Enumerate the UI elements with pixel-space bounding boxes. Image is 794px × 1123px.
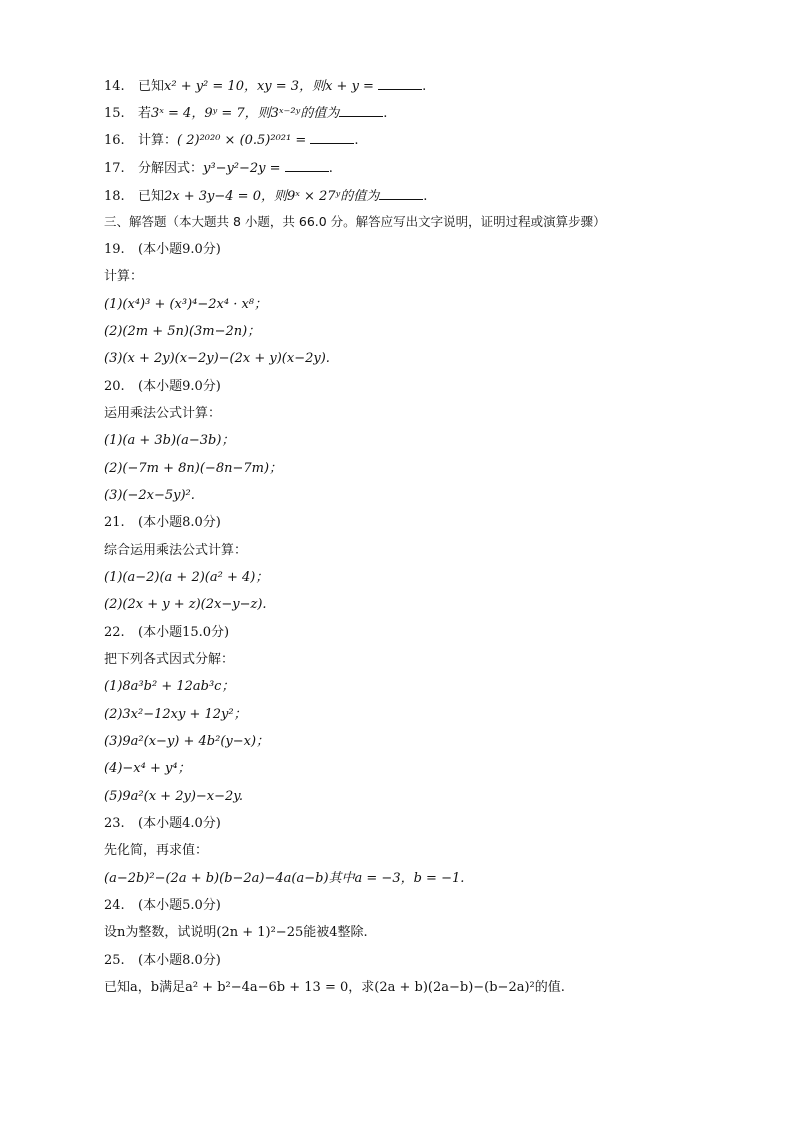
problem-item: (2)(−7m + 8n)(−8n−7m)；: [104, 461, 283, 476]
problem-score: (本小题5.0分): [138, 898, 221, 913]
problem-item: (3)(−2x−5y)².: [104, 488, 195, 503]
problem-score: (本小题4.0分): [138, 816, 221, 831]
problem-number: 22.: [104, 625, 125, 640]
problem-number: 19.: [104, 242, 125, 257]
answer-blank[interactable]: [378, 76, 422, 90]
question-number: 15.: [104, 106, 125, 121]
problem-number: 20.: [104, 379, 125, 394]
question-number: 14.: [104, 79, 125, 94]
question-number: 18.: [104, 189, 125, 204]
problem-item: (2)3x²−12xy + 12y²；: [104, 707, 247, 722]
problem-number: 23.: [104, 816, 125, 831]
question-16: [104, 130, 754, 150]
question-math: 2x + 3y−4 = 0，则9ˣ × 27ʸ的值为: [164, 189, 380, 204]
problem-23-header: [104, 815, 754, 833]
problem-item: (1)(a−2)(a + 2)(a² + 4)；: [104, 570, 269, 585]
problem-item: (3)9a²(x−y) + 4b²(y−x)；: [104, 734, 270, 749]
question-prefix: 若: [138, 106, 152, 121]
problem-prompt: 综合运用乘法公式计算：: [104, 543, 248, 558]
question-number: 16.: [104, 133, 125, 148]
question-math: y³−y²−2y =: [203, 161, 285, 176]
problem-item: (5)9a²(x + 2y)−x−2y.: [104, 789, 244, 804]
question-14: [104, 76, 754, 96]
problem-number: 24.: [104, 898, 125, 913]
question-17: [104, 158, 754, 178]
problem-score: (本小题9.0分): [138, 379, 221, 394]
problem-prompt: 运用乘法公式计算：: [104, 406, 222, 421]
problem-prompt: 设n为整数，试说明(2n + 1)²−25能被4整除.: [104, 925, 368, 940]
problem-item: (4)−x⁴ + y⁴；: [104, 761, 191, 776]
problem-19-header: [104, 241, 754, 259]
problem-score: (本小题8.0分): [138, 953, 221, 968]
problem-prompt: 先化简，再求值：: [104, 843, 209, 858]
problem-21-header: [104, 514, 754, 532]
problem-25-header: [104, 952, 754, 970]
problem-item: (1)(x⁴)³ + (x³)⁴−2x⁴ · x⁸；: [104, 297, 268, 312]
problem-number: 25.: [104, 953, 125, 968]
question-end: .: [423, 189, 428, 204]
question-prefix: 计算：: [138, 133, 178, 148]
problem-item: (3)(x + 2y)(x−2y)−(2x + y)(x−2y).: [104, 351, 330, 366]
answer-blank[interactable]: [379, 186, 423, 200]
answer-blank[interactable]: [310, 130, 354, 144]
question-end: .: [422, 79, 427, 94]
section-heading: 三、解答题（本大题共 8 小题，共 66.0 分。解答应写出文字说明，证明过程或演算步骤）: [104, 214, 606, 229]
question-end: .: [354, 133, 359, 148]
problem-24-header: [104, 897, 754, 915]
problem-20-header: [104, 378, 754, 396]
problem-22-header: [104, 624, 754, 642]
problem-prompt: 把下列各式因式分解：: [104, 652, 235, 667]
question-end: .: [328, 161, 333, 176]
problem-number: 21.: [104, 515, 125, 530]
problem-item: (a−2b)²−(2a + b)(b−2a)−4a(a−b)其中a = −3，b = −1.: [104, 871, 465, 886]
problem-prompt: 计算：: [104, 269, 144, 284]
question-18: [104, 186, 754, 206]
question-math: x² + y² = 10，xy = 3，则x + y =: [164, 79, 379, 94]
question-prefix: 已知: [138, 189, 165, 204]
question-prefix: 已知: [138, 79, 165, 94]
problem-prompt: 已知a，b满足a² + b²−4a−6b + 13 = 0，求(2a + b)(2a−b)−(b−2a)²的值.: [104, 980, 565, 995]
answer-blank[interactable]: [285, 158, 329, 172]
question-end: .: [383, 106, 388, 121]
problem-item: (2)(2m + 5n)(3m−2n)；: [104, 324, 261, 339]
question-15: [104, 103, 754, 123]
problem-score: (本小题8.0分): [138, 515, 221, 530]
problem-item: (2)(2x + y + z)(2x−y−z).: [104, 597, 267, 612]
problem-item: (1)8a³b² + 12ab³c；: [104, 679, 235, 694]
question-prefix: 分解因式：: [138, 161, 204, 176]
problem-score: (本小题15.0分): [138, 625, 230, 640]
answer-blank[interactable]: [339, 103, 383, 117]
problem-score: (本小题9.0分): [138, 242, 221, 257]
problem-item: (1)(a + 3b)(a−3b)；: [104, 433, 235, 448]
question-number: 17.: [104, 161, 125, 176]
question-math: 3ˣ = 4，9ʸ = 7，则3ˣ⁻²ʸ的值为: [151, 106, 340, 121]
question-math: ( 2)²⁰²⁰ × (0.5)²⁰²¹ =: [177, 133, 311, 148]
